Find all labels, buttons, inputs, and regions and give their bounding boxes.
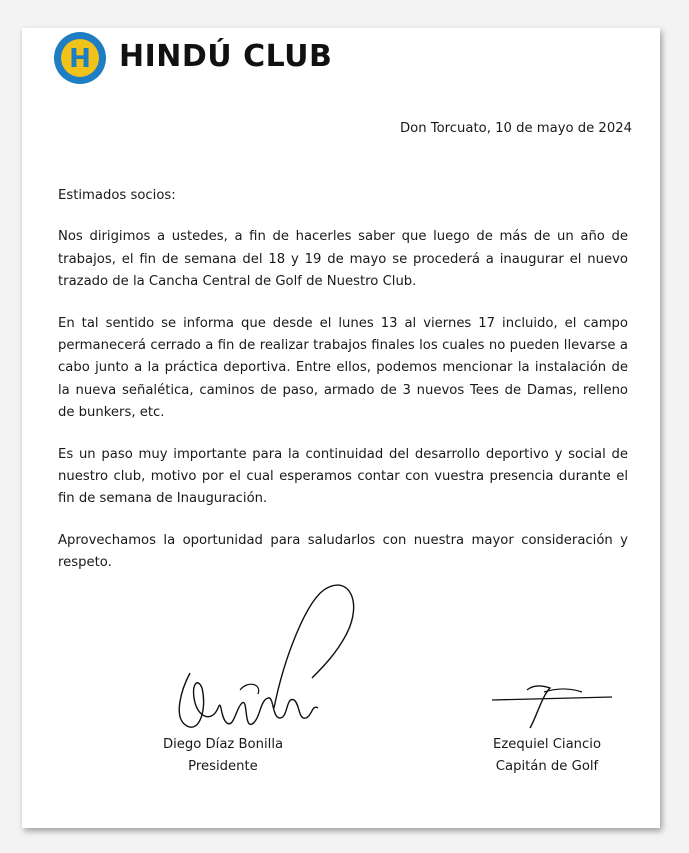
paragraph-2: En tal sentido se informa que desde el lunes 13 al viernes 17 incluido, el campo permanecerá cerrado a fin de realizar trabajos finales los cuales no pueden llevarse a cabo junto a la práctica deportiva. Entre ellos, podemos mencionar la instalación de la nueva señalética, caminos de paso, armado de 3 nuevos Tees de Damas, relleno de bunkers, etc. xyxy=(58,315,628,421)
paragraph-4: Aprovechamos la oportunidad para saludarlos con nuestra mayor consideración y respeto. xyxy=(58,532,628,571)
club-name: HINDÚ CLUB xyxy=(119,39,333,74)
signer-title-left: Presidente xyxy=(188,759,258,774)
signer-name-right: Ezequiel Ciancio xyxy=(492,737,602,752)
letter-date: Don Torcuato, 10 de mayo de 2024 xyxy=(400,121,632,136)
paragraph-1: Nos dirigimos a ustedes, a fin de hacerles saber que luego de más de un año de trabajos, el fin de semana del 18 y 19 de mayo se procederá a inaugurar el nuevo trazado de la Cancha Central de Golf de Nuestro Club. xyxy=(58,229,628,290)
greeting: Estimados socios: xyxy=(58,188,176,203)
signature-block-right xyxy=(477,734,617,778)
svg-text:H: H xyxy=(69,44,91,74)
handwritten-signatures xyxy=(22,28,660,828)
signer-title-right: Capitán de Golf xyxy=(495,759,599,774)
signature-block-left xyxy=(158,734,288,778)
signer-name-left: Diego Díaz Bonilla xyxy=(162,737,284,752)
letter-page xyxy=(22,28,660,828)
paragraph-3: Es un paso muy importante para la continuidad del desarrollo deportivo y social de nuestro club, motivo por el cual esperamos contar con vuestra presencia durante el fin de semana de Inauguración. xyxy=(58,446,628,507)
